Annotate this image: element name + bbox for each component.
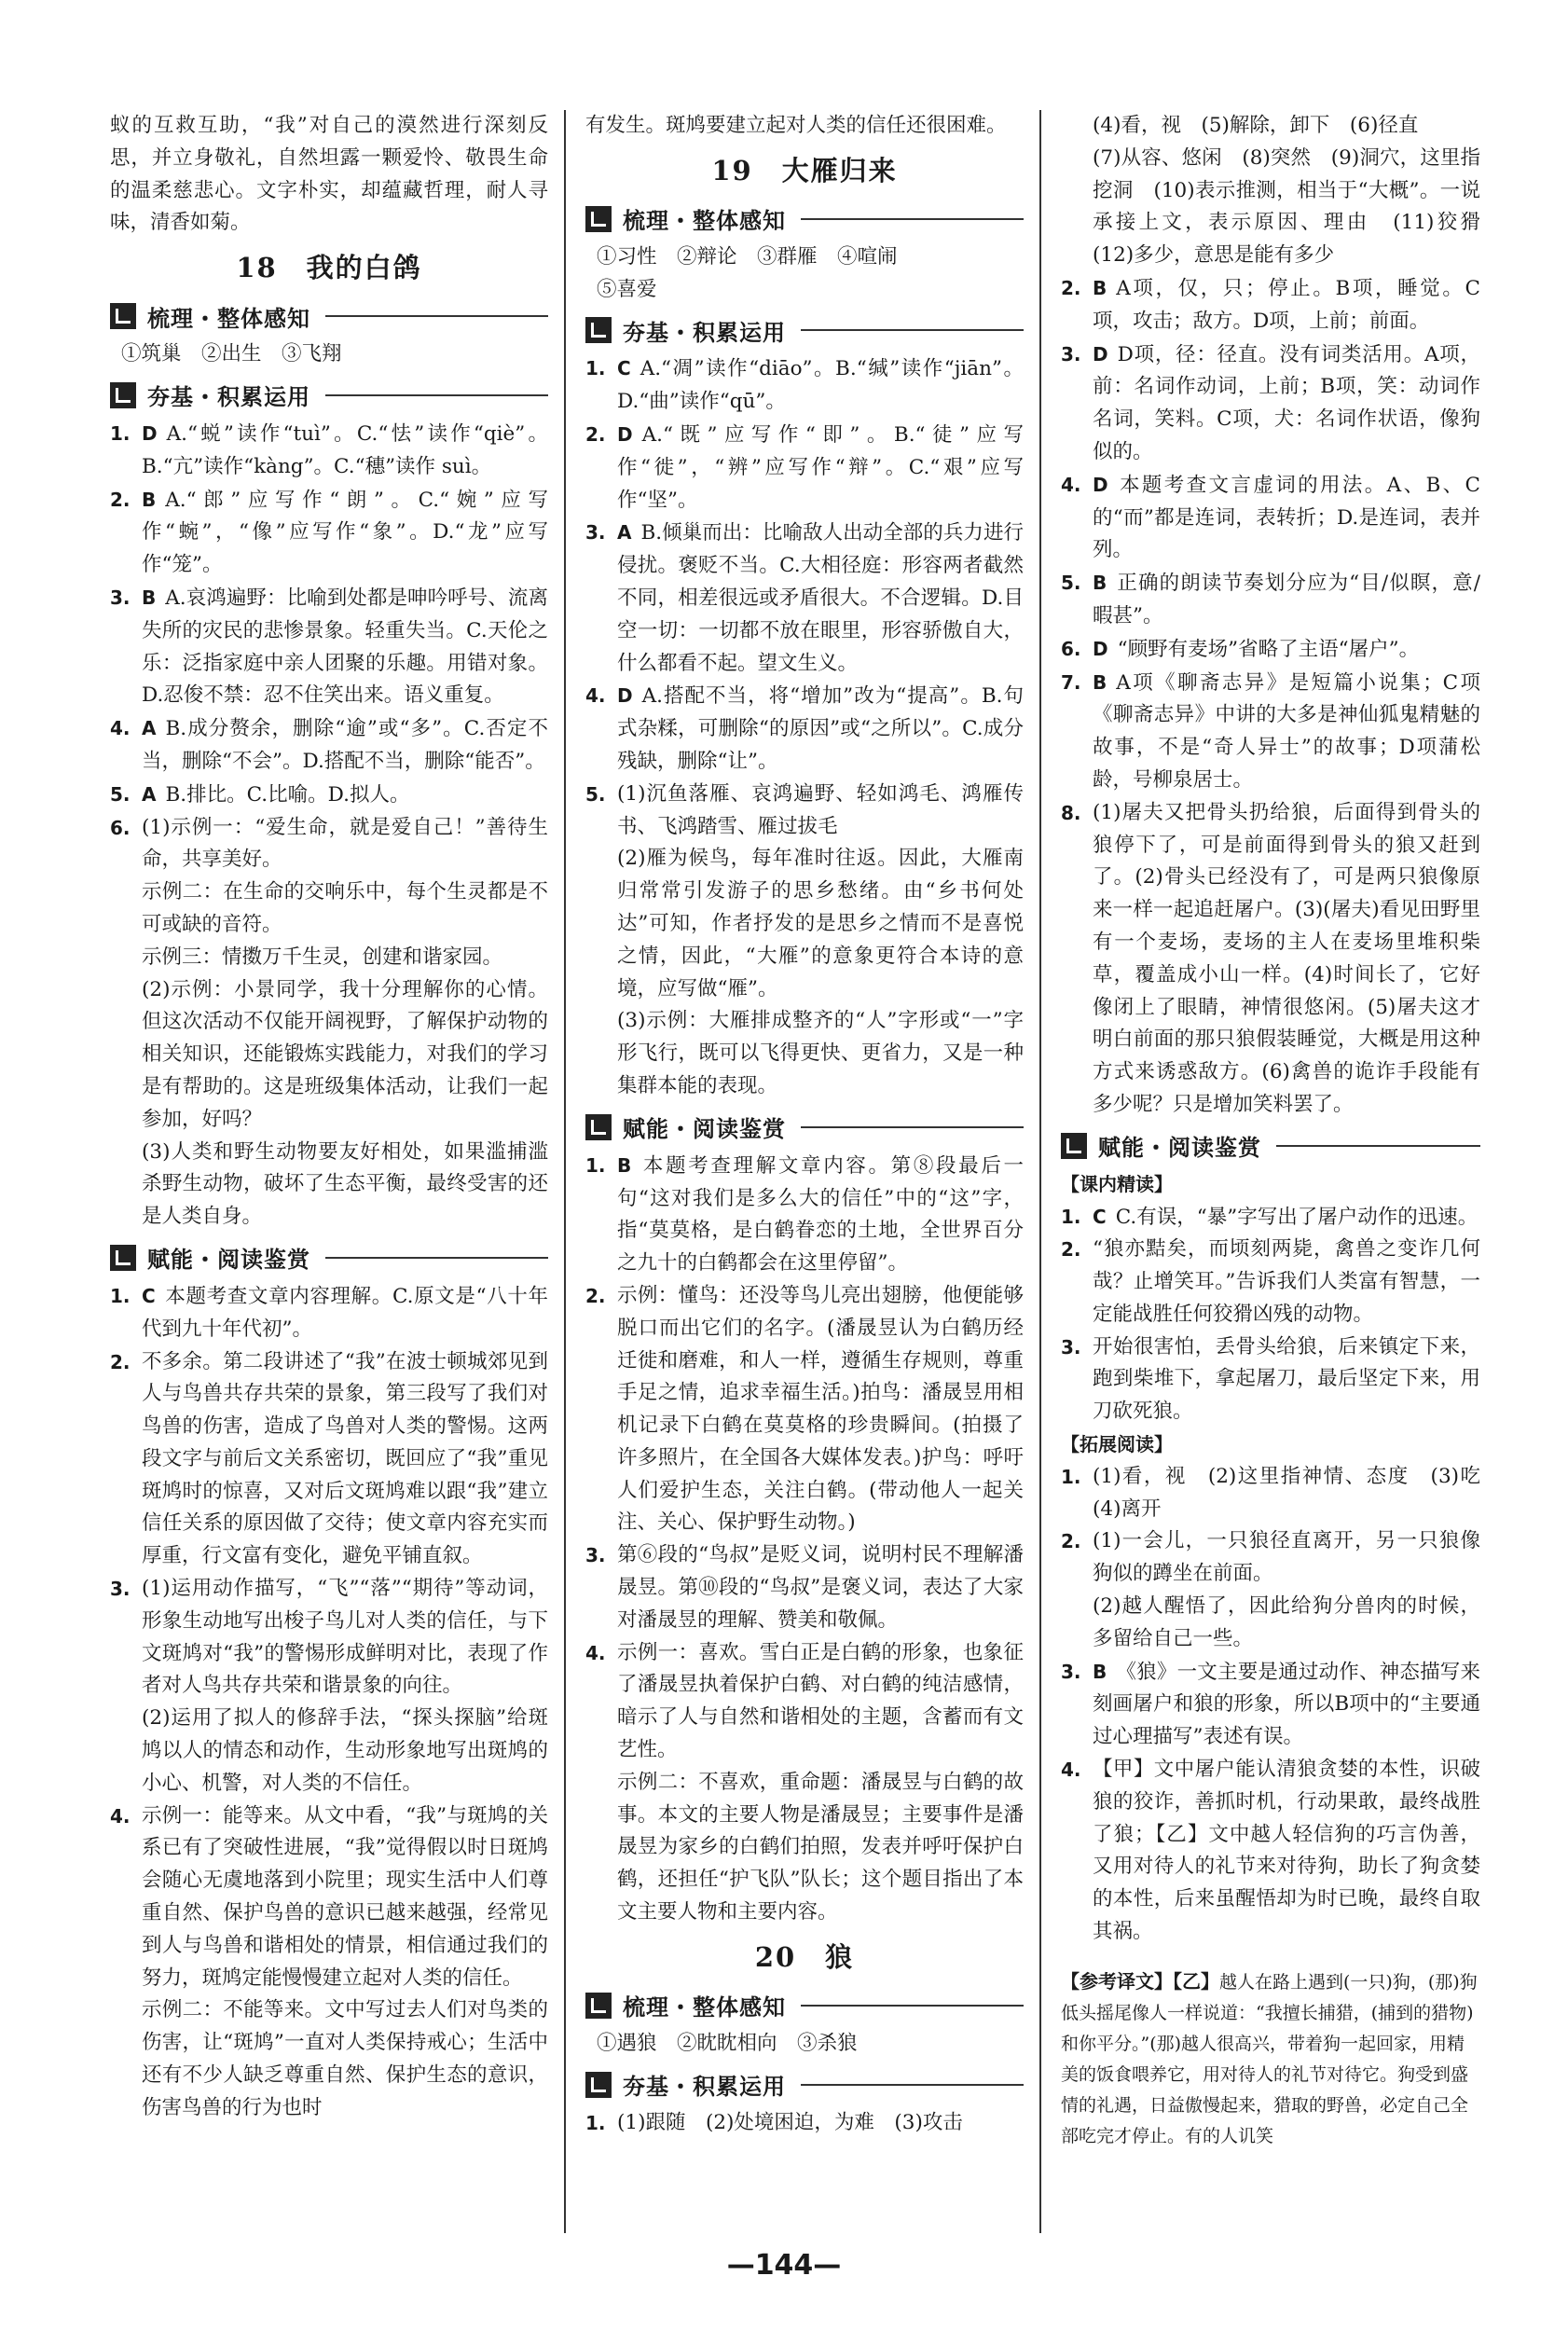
answer-text: (1)沉鱼落雁、哀鸿遍野、轻如鸿毛、鸿雁传书、飞鸿踏雪、雁过拔毛: [617, 781, 1024, 838]
section-rule: [801, 2084, 1024, 2086]
item-number: 2.: [1061, 276, 1081, 299]
answer-subline: 示例三：情擞万千生灵，创建和谐家园。: [142, 945, 503, 969]
answer-item: [1061, 1754, 1480, 1949]
item-number: 2.: [1061, 1530, 1081, 1553]
answer-text: 第⑥段的“鸟叔”是贬义词，说明村民不理解潘晟昱。第⑩段的“鸟叔”是褒义词，表达了大家对潘晟昱的理解、赞美和敬佩。: [617, 1543, 1024, 1632]
section-title: 夯基・积累运用: [623, 319, 786, 346]
section-rule: [325, 1257, 548, 1259]
answer-item: [585, 419, 1024, 517]
answer-letter: C: [1093, 1205, 1107, 1228]
answer-item: [1061, 1234, 1480, 1331]
section-header: [1061, 1127, 1480, 1165]
section-title: 夯基・积累运用: [147, 384, 310, 411]
answer-item: [110, 582, 548, 712]
item-number: 5.: [585, 782, 606, 806]
item-number: 3.: [585, 1544, 606, 1567]
column-divider: [1039, 110, 1041, 2233]
answer-item: [585, 352, 1024, 419]
answer-item: [585, 1150, 1024, 1280]
column-3: [1061, 110, 1501, 2242]
answer-text: (1)看，视 (2)这里指神情、态度 (3)吃 (4)离开: [1093, 1464, 1501, 1521]
answer-item: [585, 779, 1024, 844]
answer-item: [1061, 1461, 1501, 1526]
item-number: 3.: [1061, 1660, 1081, 1683]
answer-text: A.哀鸿遍野：比喻到处都是呻吟呼号、流离失所的灾民的悲惨景象。轻重失当。C.天伦之乐：泛指家庭中亲人团聚的乐趣。用错对象。D.忍俊不禁：忍不住笑出来。语义重复。: [142, 586, 548, 708]
item-number: 1.: [585, 357, 606, 380]
answer-item: [1061, 338, 1480, 469]
item-number: 3.: [1061, 342, 1081, 366]
section-title: 赋能・阅读鉴赏: [147, 1247, 310, 1274]
answer-letter: D: [142, 421, 158, 445]
answer-letter: D: [617, 422, 633, 446]
answer-text: B.成分赘余，删除“逾”或“多”。C.否定不当，删除“不会”。D.搭配不当，删除“能否”。: [142, 717, 548, 773]
answer-list: [110, 1280, 548, 2125]
section-rule: [801, 329, 1024, 331]
answer-item: [1061, 1656, 1480, 1754]
answer-subline: (2)雁为候鸟，每年准时往返。因此，大雁南归常常引发游子的思乡愁绪。由“乡书何处达”可知，作者抒发的是思乡之情而不是喜悦之情，因此，“大雁”的意象更符合本诗的意境，应写做“雁”。: [617, 847, 1024, 1000]
answer-item: [110, 1280, 548, 1346]
answer-letter: B: [142, 586, 157, 609]
answer-letter: B: [1093, 572, 1107, 595]
answer-item: [1061, 272, 1480, 338]
item-number: 4.: [585, 1641, 606, 1664]
answer-subline: (3)示例：大雁排成整齐的“人”字形或“一”字形飞行，既可以飞得更快、更省力，又是一种集群本能的表现。: [617, 1009, 1024, 1097]
page-number: —144—: [726, 2249, 842, 2282]
item-number: 3.: [110, 1578, 131, 1601]
item-number: 6.: [110, 816, 131, 839]
answer-item: [110, 418, 548, 484]
section-rule: [801, 1126, 1024, 1128]
answer-list: [110, 418, 548, 1234]
item-number: 7.: [1061, 670, 1081, 694]
section-marker-icon: [585, 1114, 612, 1140]
column-divider: [564, 110, 566, 2233]
answer-subline: 示例二：不喜欢，重命题：潘晟昱与白鹤的故事。本文的主要人物是潘晟昱；主要事件是潘晟昱为家乡的白鹤们拍照，发表并呼吁保护白鹤，还担任“护飞队”队长；这个题目指出了本文主要人物和主要内容。: [617, 1770, 1024, 1924]
answer-text: 本题考查文章内容理解。C.原文是“八十年代到九十年代初”。: [142, 1284, 548, 1341]
paragraph: 有发生。斑鸠要建立起对人类的信任还很困难。: [585, 114, 1007, 137]
answer-text: (1)运用动作描写，“飞”“落”“期待”等动词，形象生动地写出梭子鸟儿对人类的信任，与下文斑鸠对“我”的警惕形成鲜明对比，表现了作者对人鸟共存共荣和谐景象的向往。: [142, 1577, 548, 1698]
answer-text: A.“蜕”读作“tuì”。C.“怯”读作“qiè”。B.“亢”读作“kàng”。C.“穗”读作 suì。: [142, 421, 548, 478]
answer-line: ⑤喜爱: [597, 277, 657, 301]
answer-text: A.“既”应写作“即”。B.“徒”应写作“徙”，“辨”应写作“辩”。C.“艰”应写作“坚”。: [617, 422, 1024, 512]
item-number: 8.: [1061, 801, 1081, 824]
answer-list: [1061, 1461, 1501, 1949]
answer-line: ①习性 ②辩论 ③群雁 ④喧闹: [597, 244, 898, 269]
answer-list: [1061, 272, 1480, 1122]
answer-subline: (7)从容、悠闲 (8)突然 (9)洞穴，这里指挖洞 (10)表示推测，相当于“大概”。一说承接上文，表示原因、理由 (11)狡猾 (12)多少，意思是能有多少: [1093, 145, 1501, 268]
answer-text: “狼亦黠矣，而顷刻两毙，禽兽之变诈几何哉？止增笑耳。”告诉我们人类富有智慧，一定能战胜任何狡猾凶残的动物。: [1093, 1237, 1480, 1326]
item-number: 3.: [1061, 1335, 1081, 1359]
answer-item: [1061, 469, 1480, 567]
answer-item: [1061, 1525, 1480, 1591]
answer-text: C.有误，“暴”字写出了屠户动作的迅速。: [1115, 1205, 1479, 1229]
section-header: [585, 1109, 1024, 1146]
answer-subline: 示例二：在生命的交响乐中，每个生灵都是不可或缺的音符。: [142, 880, 548, 936]
answer-item: [1061, 797, 1480, 1122]
item-number: 6.: [1061, 637, 1081, 660]
answer-text: 《狼》一文主要是通过动作、神态描写来刻画屠户和狼的形象，所以B项中的“主要通过心理描写”表述有误。: [1093, 1660, 1480, 1749]
section-marker-icon: [585, 2072, 612, 2098]
section-title: 夯基・积累运用: [623, 2074, 786, 2101]
answer-subline: (3)人类和野生动物要友好相处，如果滥捕滥杀野生动物，破坏了生态平衡，最终受害的还是人类自身。: [142, 1139, 548, 1229]
answer-text: B.倾巢而出：比喻敌人出动全部的兵力进行侵扰。褒贬不当。C.大相径庭：形容两者截然不同，相差很远或矛盾很大。不合逻辑。D.目空一切：一切都不放在眼里，形容骄傲自大，什么都看不起。望文生义。: [617, 521, 1024, 675]
answer-letter: A: [142, 782, 157, 806]
answer-letter: C: [617, 357, 631, 380]
item-number: 5.: [110, 782, 131, 806]
section-marker-icon: [1061, 1133, 1087, 1159]
section-marker-icon: [110, 382, 136, 408]
item-number: 3.: [585, 521, 606, 545]
subsection-tag: 【课内精读】: [1061, 1172, 1173, 1195]
answer-letter: B: [1093, 1660, 1107, 1683]
answer-text: (1)示例一：“爱生命，就是爱自己！”善待生命，共享美好。: [142, 815, 548, 872]
item-number: 1.: [110, 1284, 131, 1307]
answer-item: [585, 1280, 1024, 1539]
answer-text: (1)跟随 (2)处境困迫，为难 (3)攻击: [617, 2110, 963, 2134]
section-marker-icon: [585, 317, 612, 343]
answer-letter: A: [617, 521, 632, 545]
lesson-title: 18 我的白鸽: [236, 252, 422, 284]
answer-subline: (2)示例：小景同学，我十分理解你的心情。但这次活动不仅能开阔视野，了解保护动物的相关知识，还能锻炼实践能力，对我们的学习是有帮助的。这是班级集体活动，让我们一起参加，好吗？: [142, 977, 548, 1131]
answer-item: [110, 1800, 548, 1995]
item-number: 2.: [110, 1350, 131, 1373]
section-header: [110, 1239, 548, 1276]
answer-text: (1)屠夫又把骨头扔给狼，后面得到骨头的狼停下了，可是前面得到骨头的狼又赶到了。(2)骨头已经没有了，可是两只狼像原来一样一起追赶屠户。(3)(屠夫)看见田野里有一个麦场，麦场的主人在麦场里堆积柴草，覆盖成小山一样。(4)时间长了，它好像闭上了眼睛，神情很悠闲。(5)屠夫这才明白前面的那只狼假装睡觉，大概是用这种方式来诱惑敌方。(6)禽兽的诡诈手段能有多少呢？只是增加笑料罢了。: [1093, 800, 1480, 1116]
answer-subline: (4)看，视 (5)解除，卸下 (6)径直: [1093, 114, 1419, 137]
section-title: 梳理・整体感知: [623, 1994, 786, 2021]
answer-letter: D: [1093, 473, 1108, 496]
answer-letter: B: [1093, 276, 1107, 299]
section-marker-icon: [585, 1993, 612, 2019]
answer-text: B.排比。C.比喻。D.拟人。: [165, 782, 410, 807]
item-number: 1.: [585, 2111, 606, 2134]
section-header: [110, 377, 548, 414]
answer-text: 示例一：喜欢。雪白正是白鹤的形象，也象征了潘晟昱执着保护白鹤、对白鹤的纯洁感情，暗示了人与自然和谐相处的主题，含蓄而有文艺性。: [617, 1640, 1024, 1762]
section-header: [585, 311, 1024, 349]
answer-letter: D: [1093, 637, 1108, 660]
answer-item: [585, 1539, 1024, 1636]
section-title: 赋能・阅读鉴赏: [1098, 1135, 1261, 1162]
answer-list: [585, 1150, 1024, 1929]
answer-line: ①遇狼 ②眈眈相向 ③杀狼: [597, 2031, 858, 2055]
section-header: [110, 297, 548, 335]
reference-translation: [1061, 1966, 1480, 2152]
answer-item: [585, 2107, 1024, 2140]
answer-text: A项《聊斋志异》是短篇小说集；C项《聊斋志异》中讲的大多是神仙狐鬼精魅的故事，不是“奇人异士”的故事；D项蒲松龄，号柳泉居士。: [1093, 670, 1480, 792]
paragraph: 蚁的互救互助，“我”对自己的漠然进行深刻反思，并立身敬礼，自然坦露一颗爱怜、敬畏生命的温柔慈悲心。文字朴实，却蕴藏哲理，耐人寻味，清香如菊。: [110, 114, 548, 235]
answer-text: 示例：懂鸟：还没等鸟儿亮出翅膀，他便能够脱口而出它们的名字。(潘晟昱认为白鹤历经迁徙和磨难，和人一样，遵循生存规则，尊重手足之情，追求幸福生活。)拍鸟：潘晟昱用相机记录下白鹤在莫莫格的珍贵瞬间。(拍摄了许多照片，在全国各大媒体发表。)护鸟：呼吁人们爱护生态，关注白鹤。(带动他人一起关注、关心、保护野生动物。): [617, 1283, 1024, 1535]
answer-letter: B: [142, 488, 157, 511]
answer-text: D项，径：径直。没有词类活用。A项，前：名词作动词，上前；B项，笑：动词作名词，笑料。C项，犬：名词作状语，像狗似的。: [1093, 342, 1480, 463]
section-rule: [325, 315, 548, 317]
section-title: 赋能・阅读鉴赏: [623, 1116, 786, 1143]
lesson-title: 19 大雁归来: [711, 154, 898, 186]
answer-letter: B: [617, 1153, 632, 1177]
item-number: 5.: [1061, 572, 1081, 595]
column-2: [585, 110, 1024, 2242]
column-1: [110, 110, 548, 2242]
answer-letter: A: [142, 717, 157, 740]
answer-item: [110, 779, 548, 812]
translation-label: 【参考译文】【乙】: [1061, 1969, 1219, 1993]
answer-item: [1061, 1201, 1480, 1235]
answer-item: [1061, 667, 1480, 797]
answer-line: ①筑巢 ②出生 ③飞翔: [121, 342, 342, 366]
item-number: 2.: [585, 1284, 606, 1307]
answer-subline: (2)运用了拟人的修辞手法，“探头探脑”给斑鸠以人的情态和动作，生动形象地写出斑鸠的小心、机警，对人类的不信任。: [142, 1706, 548, 1795]
item-number: 4.: [585, 684, 606, 708]
answer-text: 开始很害怕，丢骨头给狼，后来镇定下来，跑到柴堆下，拿起屠刀，最后坚定下来，用刀砍死狼。: [1093, 1334, 1480, 1424]
answer-text: 正确的朗读节奏划分应为“目/似瞑，意/暇甚”。: [1093, 572, 1480, 628]
answer-text: A.“凋”读作“diāo”。B.“缄”读作“jiān”。D.“曲”读作“qū”。: [617, 357, 1024, 414]
answer-item: [110, 1346, 548, 1574]
section-rule: [801, 2005, 1024, 2007]
answer-subline: 示例二：不能等来。文中写过去人们对鸟类的伤害，让“斑鸠”一直对人类保持戒心；生活中还有不少人缺乏尊重自然、保护生态的意识，伤害鸟兽的行为也时: [142, 1998, 548, 2119]
item-number: 4.: [110, 1804, 131, 1828]
answer-list: [1061, 1201, 1480, 1429]
answer-item: [1061, 633, 1480, 667]
section-header: [585, 200, 1024, 238]
answer-text: 不多余。第二段讲述了“我”在波士顿城郊见到人与鸟兽共存共荣的景象，第三段写了我们对鸟兽的伤害，造成了鸟兽对人类的警惕。这两段文字与前后文关系密切，既回应了“我”重见斑鸠时的惊喜，又对后文斑鸠难以跟“我”建立信任关系的原因做了交待；使文章内容充实而厚重，行文富有变化，避免平铺直叙。: [142, 1349, 548, 1568]
item-number: 1.: [110, 421, 131, 445]
answer-text: A.搭配不当，将“增加”改为“提高”。B.句式杂糅，可删除“的原因”或“之所以”。C.成分残缺，删除“让”。: [617, 684, 1024, 773]
answer-letter: B: [1093, 670, 1107, 694]
item-number: 3.: [110, 586, 131, 609]
item-number: 4.: [1061, 1759, 1081, 1782]
item-number: 2.: [110, 488, 131, 511]
answer-text: 【甲】文中屠户能认清狼贪婪的本性，识破狼的狡诈，善抓时机，行动果敢，最终战胜了狼；【乙】文中越人轻信狗的巧言伪善，又用对待人的礼节来对待狗，助长了狗贪婪的本性，后来虽醒悟却为时已晚，最终自取其祸。: [1093, 1758, 1480, 1944]
section-marker-icon: [110, 1245, 136, 1271]
answer-item: [110, 484, 548, 582]
section-header: [585, 1987, 1024, 2024]
answer-item: [110, 712, 548, 779]
section-title: 梳理・整体感知: [147, 305, 310, 332]
item-number: 1.: [585, 1153, 606, 1177]
item-number: 1.: [1061, 1465, 1081, 1488]
answer-subline: (2)越人醒悟了，因此给狗分兽肉的时候，多留给自己一些。: [1093, 1594, 1480, 1650]
answer-item: [1061, 567, 1480, 633]
answer-item: [110, 812, 548, 877]
section-rule: [1276, 1145, 1480, 1147]
answer-text: 本题考查理解文章内容。第⑧段最后一句“这对我们是多么大的信任”中的“这”字，指“莫莫格，是白鹤眷恋的土地，全世界百分之九十的白鹤都会在这里停留”。: [617, 1153, 1024, 1276]
section-rule: [801, 218, 1024, 220]
answer-item: [110, 1573, 548, 1703]
answer-letter: C: [142, 1284, 156, 1307]
answer-text: 示例一：能等来。从文中看，“我”与斑鸠的关系已有了突破性进展，“我”觉得假以时日斑鸠会随心无虞地落到小院里；现实生活中人们尊重自然、保护鸟兽的意识已越来越强，经常见到人与鸟兽和谐相处的情景，相信通过我们的努力，斑鸠定能慢慢建立起对人类的信任。: [142, 1803, 548, 1990]
section-marker-icon: [110, 303, 136, 329]
section-title: 梳理・整体感知: [623, 208, 786, 235]
section-header: [585, 2066, 1024, 2104]
answer-letter: D: [617, 684, 633, 708]
item-number: 2.: [1061, 1238, 1081, 1262]
answer-text: (1)一会儿，一只狼径直离开，另一只狼像狗似的蹲坐在前面。: [1093, 1529, 1480, 1586]
item-number: 4.: [1061, 473, 1081, 496]
answer-text: A项，仅，只；停止。B项，睡觉。C项，攻击；敌方。D项，上前；前面。: [1093, 276, 1480, 333]
answer-item: [585, 1637, 1024, 1767]
answer-letter: D: [1093, 342, 1108, 366]
answer-text: A.“郎”应写作“朗”。C.“婉”应写作“蜿”，“像”应写作“象”。D.“龙”应写作“笼”。: [142, 488, 548, 577]
section-marker-icon: [585, 206, 612, 232]
lesson-title: 20 狼: [754, 1940, 855, 1973]
item-number: 1.: [1061, 1205, 1081, 1228]
answer-text: 本题考查文言虚词的用法。A、B、C的“而”都是连词，表转折；D.是连词，表并列。: [1093, 473, 1480, 562]
subsection-tag: 【拓展阅读】: [1061, 1433, 1173, 1456]
answer-list: [585, 352, 1024, 1102]
answer-text: “顾野有麦场”省略了主语“屠户”。: [1117, 637, 1420, 661]
section-rule: [325, 394, 548, 396]
item-number: 2.: [585, 422, 606, 446]
translation-text: 越人在路上遇到(一只)狗，(那)狗低头摇尾像人一样说道：“我擅长捕猎，(捕到的猎物)和你平分。”(那)越人很高兴，带着狗一起回家，用精美的饭食喂养它，用对待人的礼节对待它。狗受到盛情的礼遇，日益傲慢起来，猎取的野兽，必定自己全部吃完才停止。有的人讥笑: [1061, 1971, 1478, 2146]
answer-item: [1061, 1331, 1480, 1428]
item-number: 4.: [110, 717, 131, 740]
answer-item: [585, 517, 1024, 680]
answer-item: [585, 680, 1024, 778]
